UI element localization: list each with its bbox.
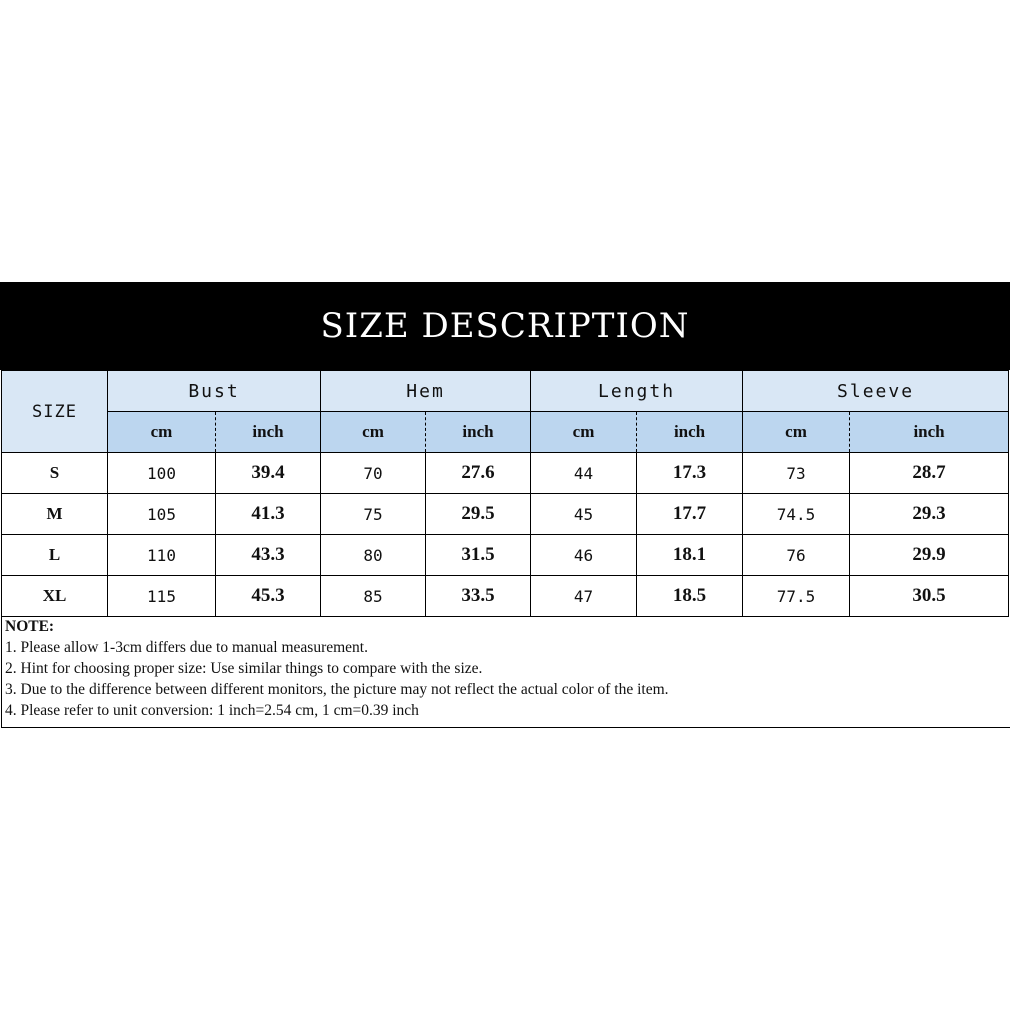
note-item: 4. Please refer to unit conversion: 1 inch=2.54 cm, 1 cm=0.39 inch [5, 702, 419, 719]
hem-cm: 80 [321, 535, 426, 576]
size-column-header: SIZE [2, 371, 108, 453]
page-title: SIZE DESCRIPTION [320, 306, 690, 346]
size-label: S [2, 453, 108, 494]
bust-cm: 110 [108, 535, 216, 576]
length-inch: 18.1 [637, 535, 743, 576]
length-inch-unit: inch [637, 412, 743, 453]
hem-cm-unit: cm [321, 412, 426, 453]
sleeve-inch: 29.9 [850, 535, 1009, 576]
sleeve-inch-unit: inch [850, 412, 1009, 453]
bust-inch-unit: inch [216, 412, 321, 453]
size-table [1, 370, 1009, 617]
bust-cm: 105 [108, 494, 216, 535]
length-cm: 47 [531, 576, 637, 617]
note-item: 1. Please allow 1-3cm differs due to manual measurement. [5, 639, 368, 656]
sleeve-inch: 30.5 [850, 576, 1009, 617]
note-item: 2. Hint for choosing proper size: Use similar things to compare with the size. [5, 660, 483, 677]
notes-box [1, 614, 1010, 728]
bust-inch: 39.4 [216, 453, 321, 494]
hem-cm: 85 [321, 576, 426, 617]
hem-cm: 70 [321, 453, 426, 494]
header-row-units [2, 412, 1009, 453]
sleeve-inch: 29.3 [850, 494, 1009, 535]
length-header: Length [531, 371, 743, 412]
hem-inch: 33.5 [426, 576, 531, 617]
sleeve-cm: 77.5 [743, 576, 850, 617]
bust-inch: 41.3 [216, 494, 321, 535]
bust-header: Bust [108, 371, 321, 412]
sleeve-inch: 28.7 [850, 453, 1009, 494]
hem-header: Hem [321, 371, 531, 412]
hem-cm: 75 [321, 494, 426, 535]
table-row [2, 576, 1009, 617]
table-row [2, 535, 1009, 576]
hem-inch: 31.5 [426, 535, 531, 576]
size-label: XL [2, 576, 108, 617]
header-row-groups [2, 371, 1009, 412]
sleeve-cm-unit: cm [743, 412, 850, 453]
bust-cm: 100 [108, 453, 216, 494]
length-cm-unit: cm [531, 412, 637, 453]
sleeve-cm: 73 [743, 453, 850, 494]
note-item: 3. Due to the difference between different monitors, the picture may not reflect the actual color of the item. [5, 681, 669, 698]
sleeve-cm: 76 [743, 535, 850, 576]
length-cm: 44 [531, 453, 637, 494]
bust-cm-unit: cm [108, 412, 216, 453]
table-row [2, 494, 1009, 535]
hem-inch: 27.6 [426, 453, 531, 494]
length-inch: 17.7 [637, 494, 743, 535]
title-bar [0, 282, 1010, 370]
table-row [2, 453, 1009, 494]
bust-cm: 115 [108, 576, 216, 617]
length-cm: 45 [531, 494, 637, 535]
hem-inch: 29.5 [426, 494, 531, 535]
length-cm: 46 [531, 535, 637, 576]
sleeve-header: Sleeve [743, 371, 1009, 412]
bust-inch: 45.3 [216, 576, 321, 617]
size-label: L [2, 535, 108, 576]
hem-inch-unit: inch [426, 412, 531, 453]
notes-heading: NOTE: [5, 618, 55, 635]
bust-inch: 43.3 [216, 535, 321, 576]
sleeve-cm: 74.5 [743, 494, 850, 535]
length-inch: 18.5 [637, 576, 743, 617]
length-inch: 17.3 [637, 453, 743, 494]
size-label: M [2, 494, 108, 535]
